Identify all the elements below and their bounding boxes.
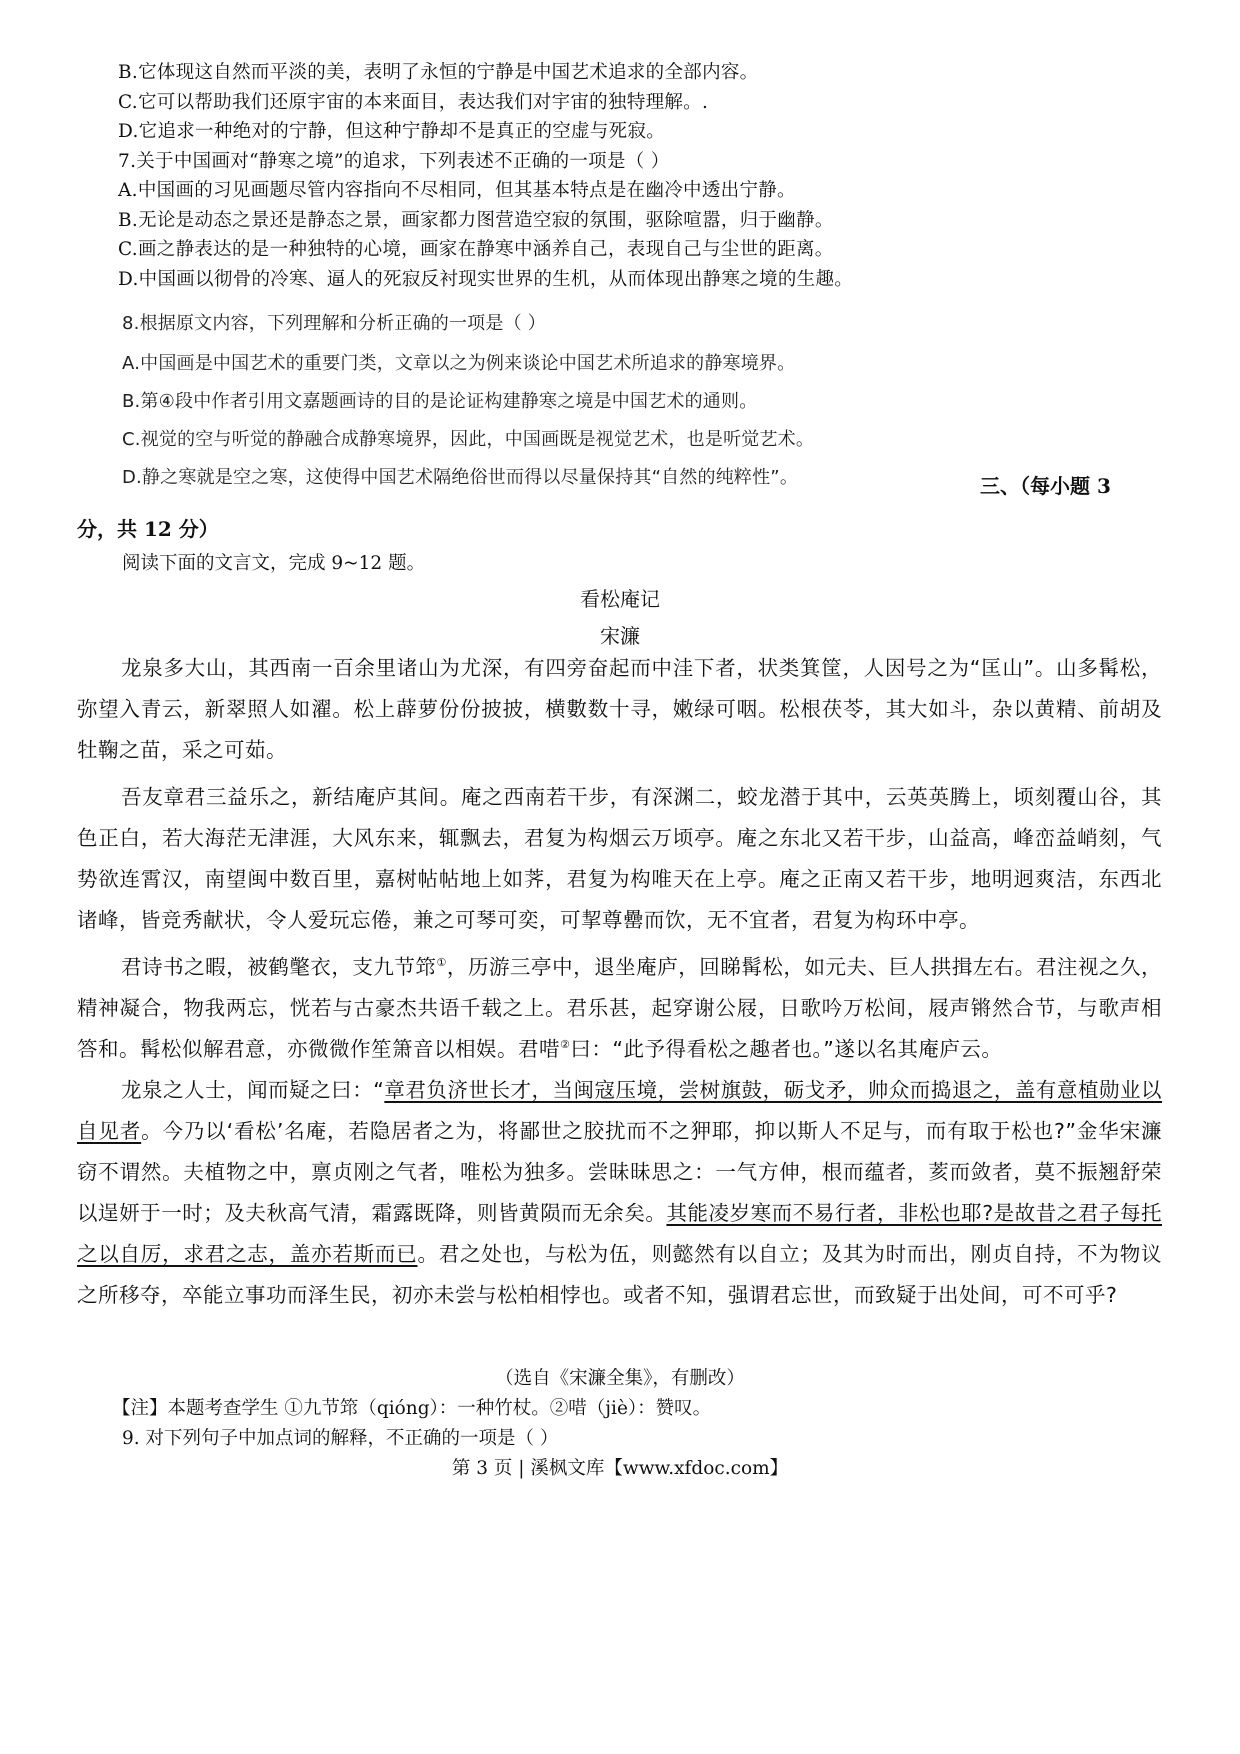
paragraph-3-text-a: 君诗书之暇，被鹤氅衣，支九节筇 — [121, 955, 437, 979]
q7-option-d: D.中国画以彻骨的冷寒、逼人的死寂反衬现实世界的生机，从而体现出静寒之境的生趣。 — [118, 269, 854, 290]
paragraph-4-text-b: 。今乃以‘看松’名庵，若隐居者之为，将鄙世之胶扰而不之狎耶，抑以斯人不足与，而有取于松也?”金华宋濂窃不谓然。夫植物之中，禀贞刚之气者，唯松为独多。尝昧昧思之：一气方伸，根而蕴者，荄而敛者，莫不振翘舒荣以逞妍于一时；及夫秋高气清，霜露既降，则皆黄陨而无余矣。 — [77, 1119, 1163, 1225]
q7-option-a: A.中国画的习见画题尽管内容指向不尽相同，但其基本特点是在幽冷中透出宁静。 — [118, 180, 796, 201]
q8-stem: 8.根据原文内容，下列理解和分析正确的一项是（ ） — [122, 313, 546, 334]
paragraph-3-text-c: 曰：“此予得看松之趣者也。”遂以名其庵庐云。 — [570, 1037, 1003, 1061]
q9-stem: 9. 对下列句子中加点词的解释，不正确的一项是（ ） — [122, 1428, 559, 1449]
page-footer: 第 3 页 | 溪枫文库【www.xfdoc.com】 — [451, 1458, 789, 1479]
underlined-sentence-1: 章君负济世长才，当闽寇压境，尝树旗鼓，砺戈矛，帅众而捣退之，盖有意植勋业以自见者 — [77, 1078, 1163, 1143]
reading-instruction: 阅读下面的文言文，完成 9~12 题。 — [122, 553, 426, 574]
q8-option-c: C.视觉的空与听觉的静融合成静寒境界，因此，中国画既是视觉艺术，也是听觉艺术。 — [122, 429, 815, 450]
footnote-mark-1: ① — [436, 956, 447, 970]
paragraph-1: 龙泉多大山，其西南一百余里诸山为尤深，有四旁奋起而中洼下者，状类箕筐，人因号之为“匡山”。山多髯松，弥望入青云，新翠照人如濯。松上薜萝份份披披，横數数十寻，嫩绿可咽。松根茯苓，其大如斗，杂以黄精、前胡及牡鞠之苗，采之可茹。 — [77, 656, 1162, 762]
paragraph-4-text-c: 。君之处也，与松为伍，则懿然有以自立；及其为时而出，刚贞自持，不为物议之所移夺，卒能立事功而泽生民，初亦未尝与松柏相悖也。或者不知，强谓君忘世，而致疑于出处间，可不可乎? — [77, 1242, 1163, 1307]
underlined-sentence-2: 其能凌岁寒而不易行者，非松也耶?是故昔之君子每托之以自厉，求君之志，盖亦若斯而已 — [77, 1201, 1162, 1266]
paragraph-4-text-a: 龙泉之人士，闻而疑之曰：“ — [121, 1078, 385, 1102]
paragraph-3 — [77, 947, 1162, 1070]
section-heading-part1: 三、（每小题 3 — [980, 474, 1111, 498]
q6-option-b: B.它体现这自然而平淡的美，表明了永恒的宁静是中国艺术追求的全部内容。 — [118, 62, 759, 83]
q7-option-b: B.无论是动态之景还是静态之景，画家都力图营造空寂的氛围，驱除喧嚣，归于幽静。 — [118, 210, 834, 231]
paragraph-4 — [77, 1070, 1162, 1316]
source-citation: （选自《宋濂全集》，有删改） — [495, 1368, 745, 1389]
article-body — [77, 648, 1162, 1316]
footnote: 【注】本题考查学生 ①九节筇（qióng）：一种竹杖。②唶（jiè）：赞叹。 — [112, 1398, 712, 1419]
q8-option-d: D.静之寒就是空之寒，这使得中国艺术隔绝俗世而得以尽量保持其“自然的纯粹性”。 — [122, 467, 799, 488]
q6-option-c: C.它可以帮助我们还原宇宙的本来面目，表达我们对宇宙的独特理解。. — [118, 92, 709, 113]
paragraph-2: 吾友章君三益乐之，新结庵庐其间。庵之西南若干步，有深渊二，蛟龙潜于其中，云英英腾上，顷刻覆山谷，其色正白，若大海茫无津涯，大风东来，辄飘去，君复为构烟云万顷亭。庵之东北又若干步，山益高，峰峦益峭刻，气势欲连霄汉，南望闽中数百里，嘉树帖帖地上如荠，君复为构唯天在上亭。庵之正南又若干步，地明迥爽洁，东西北诸峰，皆竞秀献状，令人爱玩忘倦，兼之可琴可奕，可挈尊罍而饮，无不宜者，君复为构环中亭。 — [77, 785, 1162, 932]
footnote-mark-2: ② — [560, 1038, 571, 1052]
q7-stem: 7.关于中国画对“静寒之境”的追求，下列表述不正确的一项是（ ） — [118, 151, 670, 172]
section-heading-part2: 分，共 12 分） — [77, 517, 219, 541]
article-title: 看松庵记 — [580, 587, 660, 611]
article-author: 宋濂 — [600, 624, 640, 648]
q8-option-a: A.中国画是中国艺术的重要门类，文章以之为例来谈论中国艺术所追求的静寒境界。 — [122, 353, 796, 374]
q8-option-b: B.第④段中作者引用文嘉题画诗的目的是论证构建静寒之境是中国艺术的通则。 — [122, 391, 758, 412]
paragraph-3-text-b: ，历游三亭中，退坐庵庐，回睇髯松，如元夫、巨人拱揖左右。君注视之久，精神凝合，物我两忘，恍若与古豪杰共语千载之上。君乐甚，起穿谢公屐，日歌吟万松间，屐声锵然合节，与歌声相答和。髯松似解君意，亦微微作笙箫音以相娱。君唶 — [77, 955, 1162, 1061]
q6-option-d: D.它追求一种绝对的宁静，但这种宁静却不是真正的空虚与死寂。 — [118, 121, 666, 142]
q7-option-c: C.画之静表达的是一种独特的心境，画家在静寒中涵养自己，表现自己与尘世的距离。 — [118, 239, 834, 260]
